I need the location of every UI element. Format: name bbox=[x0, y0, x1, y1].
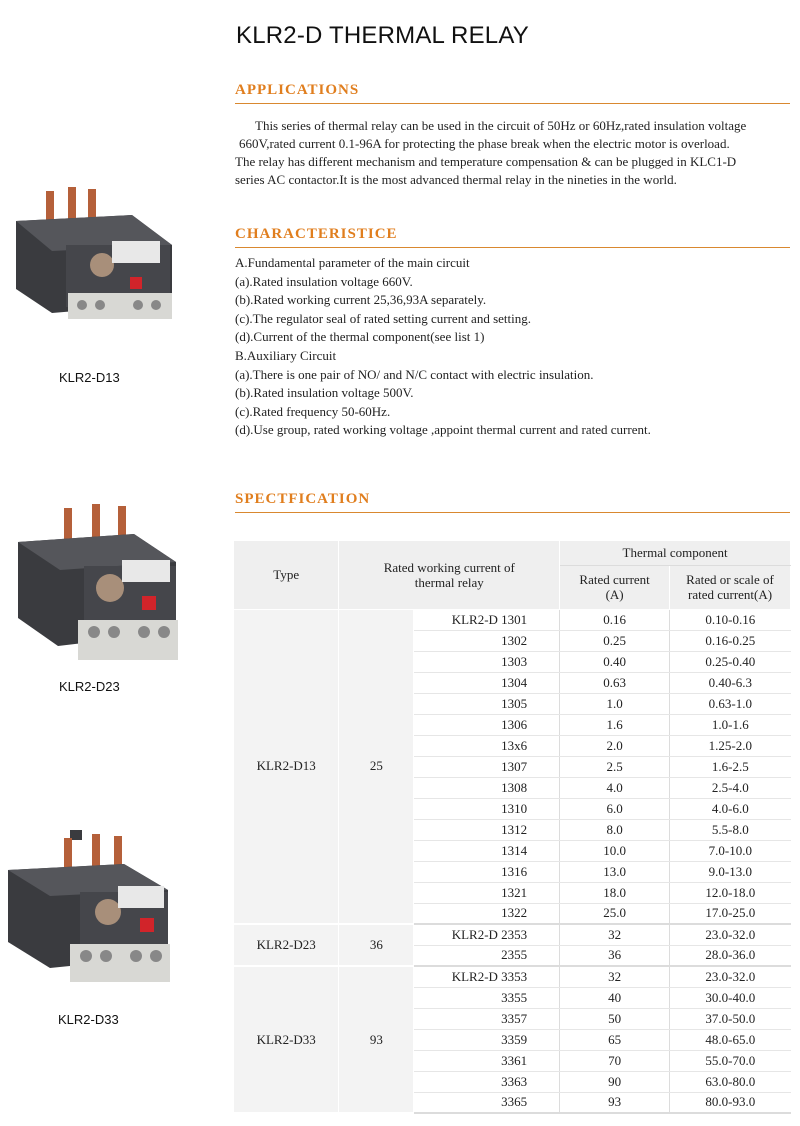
characteristics-line: (a).Rated insulation voltage 660V. bbox=[235, 273, 413, 289]
cell-type-code: 1304 bbox=[414, 672, 560, 693]
product-label-klr2-d33: KLR2-D33 bbox=[58, 1012, 119, 1027]
cell-rated-current: 32 bbox=[560, 924, 670, 945]
cell-type-code: 1303 bbox=[414, 651, 560, 672]
cell-rated-current: 90 bbox=[560, 1071, 670, 1092]
cell-rated-current: 1.6 bbox=[560, 714, 670, 735]
cell-type-code: KLR2-D 3353 bbox=[414, 966, 560, 987]
applications-line: The relay has different mechanism and temperature compensation & can be plugged in KLC1-D bbox=[235, 154, 737, 169]
cell-type-code: 1306 bbox=[414, 714, 560, 735]
thermal-relay-photo-icon bbox=[14, 500, 194, 665]
specification-table-header bbox=[234, 541, 791, 609]
cell-type-code: 1302 bbox=[414, 630, 560, 651]
characteristics-line: (c).Rated frequency 50-60Hz. bbox=[235, 403, 391, 419]
page-title: KLR2-D THERMAL RELAY bbox=[236, 22, 529, 49]
cell-type-code: 1307 bbox=[414, 756, 560, 777]
characteristics-line: A.Fundamental parameter of the main circuit bbox=[235, 255, 470, 270]
cell-type-code: 3357 bbox=[414, 1008, 560, 1029]
cell-type-code: 1312 bbox=[414, 819, 560, 840]
cell-rated-current: 6.0 bbox=[560, 798, 670, 819]
product-label-klr2-d23: KLR2-D23 bbox=[59, 679, 120, 694]
characteristics-line: (a).There is one pair of NO/ and N/C contact with electric insulation. bbox=[235, 366, 594, 382]
cell-rated-scale: 17.0-25.0 bbox=[670, 903, 791, 924]
cell-rated-current: 0.40 bbox=[560, 651, 670, 672]
cell-rated-scale: 1.25-2.0 bbox=[670, 735, 791, 756]
cell-type-code: 3355 bbox=[414, 987, 560, 1008]
cell-rated-current: 10.0 bbox=[560, 840, 670, 861]
cell-type-code: 1322 bbox=[414, 903, 560, 924]
characteristics-line: (d).Current of the thermal component(see list 1) bbox=[235, 329, 485, 345]
cell-rated-current: 0.16 bbox=[560, 609, 670, 630]
cell-rated-current: 0.25 bbox=[560, 630, 670, 651]
cell-type-code: 3359 bbox=[414, 1029, 560, 1050]
characteristics-line: (b).Rated insulation voltage 500V. bbox=[235, 385, 414, 401]
cell-rated-scale: 55.0-70.0 bbox=[670, 1050, 791, 1071]
cell-rated-scale: 1.0-1.6 bbox=[670, 714, 791, 735]
cell-type: KLR2-D23 bbox=[234, 924, 339, 966]
cell-rated-scale: 63.0-80.0 bbox=[670, 1071, 791, 1092]
cell-rated-scale: 0.16-0.25 bbox=[670, 630, 791, 651]
applications-line: series AC contactor.It is the most advanced thermal relay in the nineties in the world. bbox=[235, 172, 677, 187]
characteristics-line: B.Auxiliary Circuit bbox=[235, 347, 337, 363]
table-row bbox=[234, 924, 791, 945]
cell-rated-current: 25.0 bbox=[560, 903, 670, 924]
header-rated-scale: Rated or scale of rated current(A) bbox=[670, 565, 791, 609]
characteristics-list bbox=[235, 254, 795, 440]
cell-rated-current: 65 bbox=[560, 1029, 670, 1050]
cell-rated-scale: 28.0-36.0 bbox=[670, 945, 791, 966]
header-thermal-component: Thermal component bbox=[560, 541, 791, 565]
characteristics-rule bbox=[235, 247, 790, 248]
header-rated-working-current: Rated working current of thermal relay bbox=[339, 541, 560, 609]
characteristics-heading: CHARACTERISTICE bbox=[235, 226, 790, 248]
specification-table-body bbox=[234, 609, 791, 1113]
applications-line: This series of thermal relay can be used in the circuit of 50Hz or 60Hz,rated insulation voltage bbox=[255, 118, 747, 133]
product-photo-klr2-d23 bbox=[14, 500, 194, 665]
cell-rated-current: 8.0 bbox=[560, 819, 670, 840]
applications-rule bbox=[235, 103, 790, 104]
product-photo-klr2-d13 bbox=[12, 185, 192, 335]
cell-rated-current: 40 bbox=[560, 987, 670, 1008]
applications-line: 660V,rated current 0.1-96A for protecting the phase break when the electric motor is overload. bbox=[239, 136, 730, 151]
cell-rated-scale: 37.0-50.0 bbox=[670, 1008, 791, 1029]
cell-working-current: 93 bbox=[339, 966, 414, 1113]
cell-rated-scale: 1.6-2.5 bbox=[670, 756, 791, 777]
cell-rated-current: 70 bbox=[560, 1050, 670, 1071]
header-type: Type bbox=[234, 541, 339, 609]
cell-rated-scale: 12.0-18.0 bbox=[670, 882, 791, 903]
cell-rated-current: 93 bbox=[560, 1092, 670, 1113]
cell-rated-scale: 0.40-6.3 bbox=[670, 672, 791, 693]
cell-type-code: 1308 bbox=[414, 777, 560, 798]
cell-type-code: 1321 bbox=[414, 882, 560, 903]
cell-rated-current: 32 bbox=[560, 966, 670, 987]
cell-type-code: 3365 bbox=[414, 1092, 560, 1113]
cell-rated-scale: 7.0-10.0 bbox=[670, 840, 791, 861]
cell-rated-current: 4.0 bbox=[560, 777, 670, 798]
cell-rated-scale: 23.0-32.0 bbox=[670, 966, 791, 987]
table-row bbox=[234, 966, 791, 987]
cell-type-code: 2355 bbox=[414, 945, 560, 966]
specification-heading: SPECTFICATION bbox=[235, 491, 790, 513]
applications-heading: APPLICATIONS bbox=[235, 82, 790, 104]
applications-text bbox=[235, 117, 795, 189]
cell-rated-current: 0.63 bbox=[560, 672, 670, 693]
cell-type-code: 1310 bbox=[414, 798, 560, 819]
header-rated-current: Rated current (A) bbox=[560, 565, 670, 609]
cell-type-code: KLR2-D 1301 bbox=[414, 609, 560, 630]
cell-rated-scale: 0.10-0.16 bbox=[670, 609, 791, 630]
cell-rated-scale: 4.0-6.0 bbox=[670, 798, 791, 819]
cell-working-current: 36 bbox=[339, 924, 414, 966]
cell-rated-current: 1.0 bbox=[560, 693, 670, 714]
cell-rated-scale: 23.0-32.0 bbox=[670, 924, 791, 945]
cell-type-code: 3361 bbox=[414, 1050, 560, 1071]
cell-rated-scale: 0.25-0.40 bbox=[670, 651, 791, 672]
cell-type-code: 1316 bbox=[414, 861, 560, 882]
cell-rated-current: 36 bbox=[560, 945, 670, 966]
specification-table bbox=[234, 541, 791, 1114]
thermal-relay-photo-icon bbox=[12, 185, 192, 335]
cell-type-code: 1305 bbox=[414, 693, 560, 714]
table-row bbox=[234, 609, 791, 630]
cell-type-code: 3363 bbox=[414, 1071, 560, 1092]
cell-type-code: 13x6 bbox=[414, 735, 560, 756]
cell-rated-scale: 48.0-65.0 bbox=[670, 1029, 791, 1050]
thermal-relay-photo-icon bbox=[6, 826, 186, 986]
characteristics-line: (d).Use group, rated working voltage ,appoint thermal current and rated current. bbox=[235, 422, 651, 438]
cell-rated-scale: 0.63-1.0 bbox=[670, 693, 791, 714]
product-label-klr2-d13: KLR2-D13 bbox=[59, 370, 120, 385]
cell-rated-scale: 2.5-4.0 bbox=[670, 777, 791, 798]
cell-rated-current: 50 bbox=[560, 1008, 670, 1029]
product-photo-klr2-d33 bbox=[6, 826, 186, 986]
cell-type: KLR2-D13 bbox=[234, 609, 339, 924]
characteristics-line: (b).Rated working current 25,36,93A separately. bbox=[235, 292, 487, 308]
characteristics-line: (c).The regulator seal of rated setting current and setting. bbox=[235, 310, 531, 326]
cell-working-current: 25 bbox=[339, 609, 414, 924]
cell-rated-current: 2.0 bbox=[560, 735, 670, 756]
cell-rated-scale: 9.0-13.0 bbox=[670, 861, 791, 882]
cell-rated-scale: 5.5-8.0 bbox=[670, 819, 791, 840]
cell-rated-current: 13.0 bbox=[560, 861, 670, 882]
cell-rated-scale: 80.0-93.0 bbox=[670, 1092, 791, 1113]
cell-rated-current: 2.5 bbox=[560, 756, 670, 777]
cell-rated-scale: 30.0-40.0 bbox=[670, 987, 791, 1008]
cell-rated-current: 18.0 bbox=[560, 882, 670, 903]
cell-type-code: 1314 bbox=[414, 840, 560, 861]
cell-type-code: KLR2-D 2353 bbox=[414, 924, 560, 945]
specification-rule bbox=[235, 512, 790, 513]
cell-type: KLR2-D33 bbox=[234, 966, 339, 1113]
